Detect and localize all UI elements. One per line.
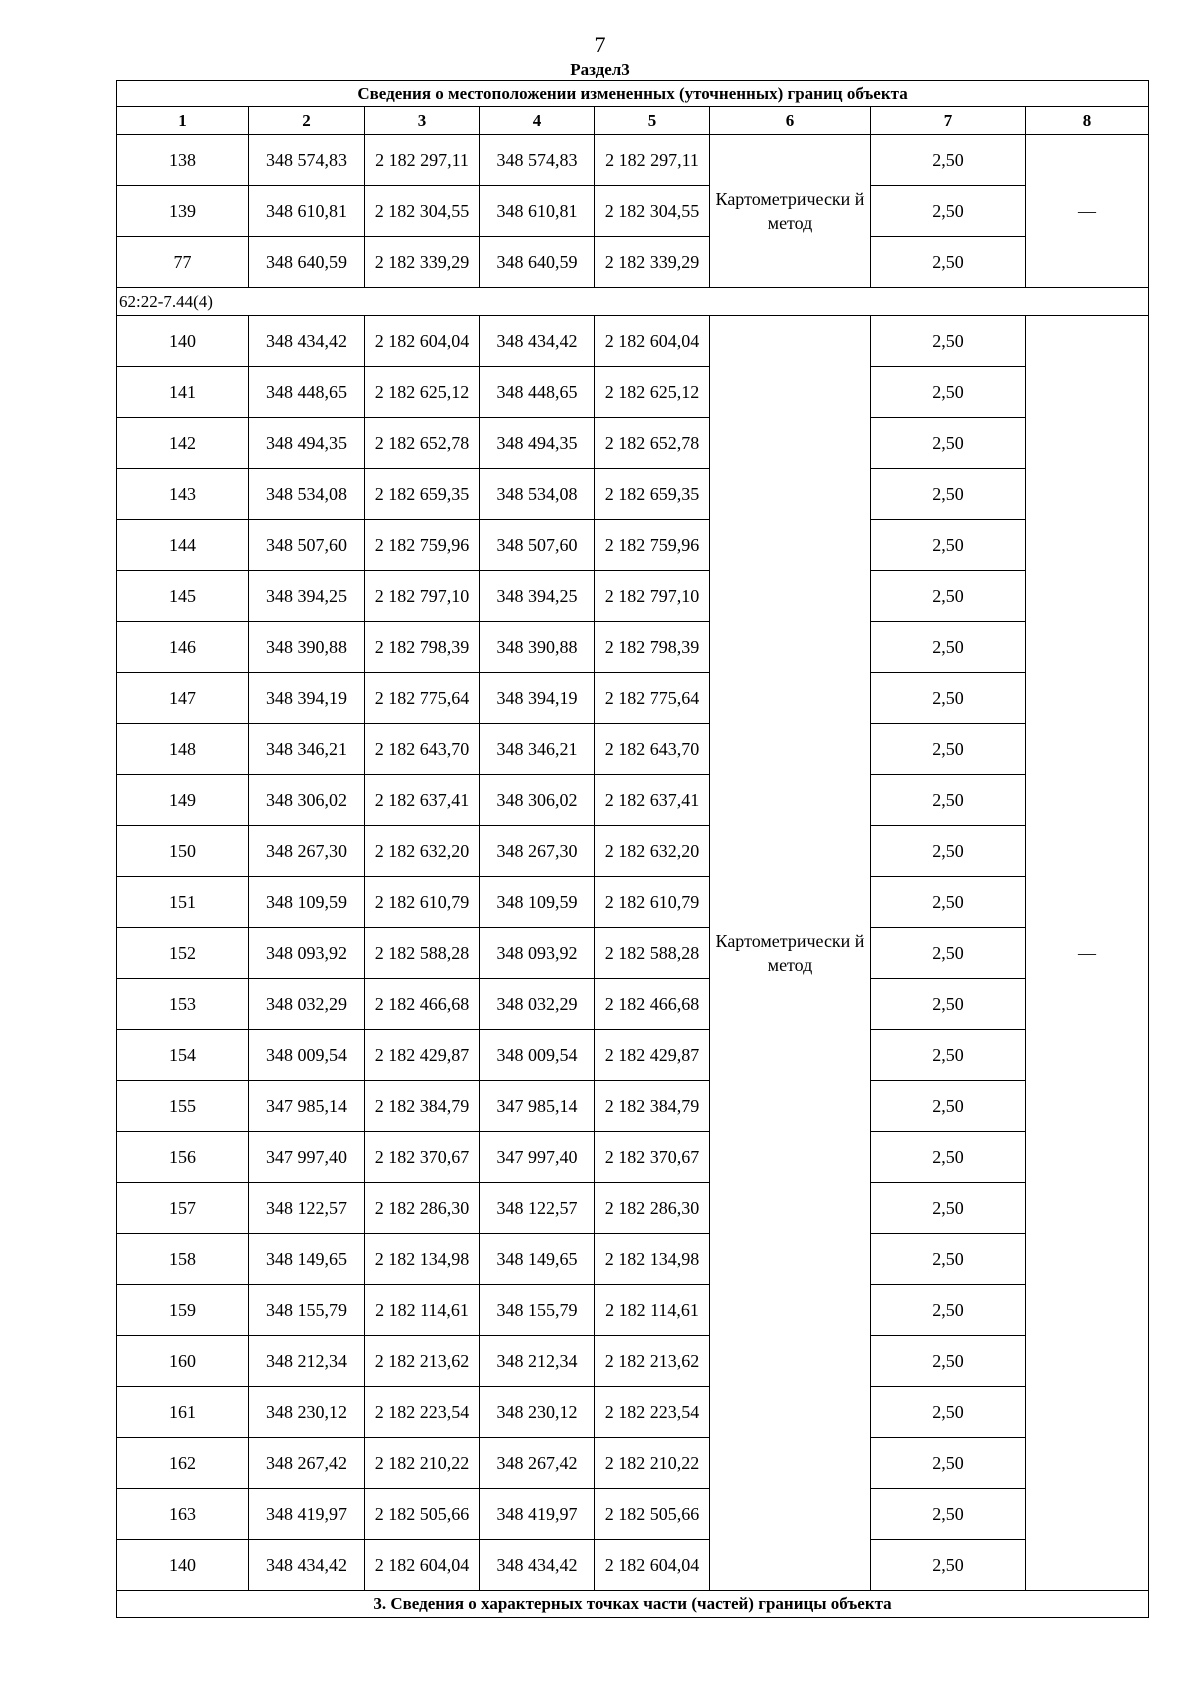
y-new: 2 182 286,30: [595, 1183, 710, 1234]
column-header-row: [117, 107, 1149, 135]
precision-value: 2,50: [871, 520, 1026, 571]
point-number: 145: [117, 571, 249, 622]
y-new: 2 182 384,79: [595, 1081, 710, 1132]
table-row: [117, 622, 1149, 673]
y-new: 2 182 632,20: [595, 826, 710, 877]
precision-value: 2,50: [871, 1234, 1026, 1285]
y-new: 2 182 466,68: [595, 979, 710, 1030]
y-existing: 2 182 213,62: [365, 1336, 480, 1387]
point-number: 162: [117, 1438, 249, 1489]
y-existing: 2 182 339,29: [365, 237, 480, 288]
x-new: 348 346,21: [480, 724, 595, 775]
x-new: 348 149,65: [480, 1234, 595, 1285]
y-existing: 2 182 604,04: [365, 316, 480, 367]
column-header: 7: [871, 107, 1026, 135]
x-new: 348 507,60: [480, 520, 595, 571]
y-new: 2 182 370,67: [595, 1132, 710, 1183]
point-number: 160: [117, 1336, 249, 1387]
table-row: [117, 1030, 1149, 1081]
x-new: 348 032,29: [480, 979, 595, 1030]
table-row: [117, 237, 1149, 288]
x-new: 348 640,59: [480, 237, 595, 288]
point-number: 149: [117, 775, 249, 826]
table-caption: Сведения о местоположении измененных (уточненных) границ объекта: [117, 81, 1149, 107]
x-new: 348 155,79: [480, 1285, 595, 1336]
y-existing: 2 182 370,67: [365, 1132, 480, 1183]
x-existing: 348 507,60: [249, 520, 365, 571]
table-row: [117, 877, 1149, 928]
point-number: 158: [117, 1234, 249, 1285]
point-number: 152: [117, 928, 249, 979]
y-existing: 2 182 637,41: [365, 775, 480, 826]
x-existing: 348 434,42: [249, 316, 365, 367]
x-new: 348 306,02: [480, 775, 595, 826]
y-existing: 2 182 610,79: [365, 877, 480, 928]
y-existing: 2 182 659,35: [365, 469, 480, 520]
table-row: [117, 979, 1149, 1030]
parcel-row: [117, 288, 1149, 316]
footer-row: [117, 1591, 1149, 1618]
point-number: 163: [117, 1489, 249, 1540]
x-existing: 348 306,02: [249, 775, 365, 826]
x-existing: 348 032,29: [249, 979, 365, 1030]
precision-value: 2,50: [871, 1336, 1026, 1387]
point-number: 143: [117, 469, 249, 520]
y-new: 2 182 759,96: [595, 520, 710, 571]
y-new: 2 182 604,04: [595, 1540, 710, 1591]
x-existing: 347 997,40: [249, 1132, 365, 1183]
point-number: 141: [117, 367, 249, 418]
y-existing: 2 182 652,78: [365, 418, 480, 469]
column-header: 2: [249, 107, 365, 135]
y-existing: 2 182 798,39: [365, 622, 480, 673]
x-new: 348 394,19: [480, 673, 595, 724]
x-new: 348 109,59: [480, 877, 595, 928]
precision-value: 2,50: [871, 571, 1026, 622]
x-existing: 348 394,19: [249, 673, 365, 724]
table-row: [117, 928, 1149, 979]
y-new: 2 182 604,04: [595, 316, 710, 367]
y-new: 2 182 637,41: [595, 775, 710, 826]
table-row: [117, 367, 1149, 418]
x-new: 348 267,42: [480, 1438, 595, 1489]
x-new: 348 610,81: [480, 186, 595, 237]
point-number: 153: [117, 979, 249, 1030]
x-existing: 348 394,25: [249, 571, 365, 622]
x-existing: 348 109,59: [249, 877, 365, 928]
y-existing: 2 182 505,66: [365, 1489, 480, 1540]
x-new: 348 448,65: [480, 367, 595, 418]
y-existing: 2 182 134,98: [365, 1234, 480, 1285]
x-new: 348 434,42: [480, 316, 595, 367]
y-existing: 2 182 304,55: [365, 186, 480, 237]
precision-value: 2,50: [871, 1489, 1026, 1540]
point-number: 148: [117, 724, 249, 775]
point-number: 142: [117, 418, 249, 469]
precision-value: 2,50: [871, 1183, 1026, 1234]
x-new: 348 390,88: [480, 622, 595, 673]
parcel-label: 62:22-7.44(4): [117, 288, 1149, 316]
precision-value: 2,50: [871, 928, 1026, 979]
point-number: 140: [117, 1540, 249, 1591]
point-number: 150: [117, 826, 249, 877]
y-new: 2 182 652,78: [595, 418, 710, 469]
x-existing: 348 346,21: [249, 724, 365, 775]
table-row: [117, 316, 1149, 367]
table-row: [117, 673, 1149, 724]
x-existing: 348 419,97: [249, 1489, 365, 1540]
point-number: 140: [117, 316, 249, 367]
y-new: 2 182 659,35: [595, 469, 710, 520]
y-existing: 2 182 384,79: [365, 1081, 480, 1132]
y-new: 2 182 643,70: [595, 724, 710, 775]
y-new: 2 182 797,10: [595, 571, 710, 622]
table-row: [117, 1183, 1149, 1234]
column-header: 5: [595, 107, 710, 135]
y-new: 2 182 210,22: [595, 1438, 710, 1489]
precision-value: 2,50: [871, 979, 1026, 1030]
table-row: [117, 1081, 1149, 1132]
x-existing: 348 122,57: [249, 1183, 365, 1234]
x-existing: 348 390,88: [249, 622, 365, 673]
precision-value: 2,50: [871, 1132, 1026, 1183]
section-title: Раздел3: [570, 60, 630, 79]
x-existing: 348 574,83: [249, 135, 365, 186]
column-header: 4: [480, 107, 595, 135]
point-number: 157: [117, 1183, 249, 1234]
method-cell: Картометрически й метод: [710, 316, 871, 1591]
y-new: 2 182 339,29: [595, 237, 710, 288]
y-existing: 2 182 643,70: [365, 724, 480, 775]
page-number: 7: [594, 32, 606, 57]
x-new: 348 009,54: [480, 1030, 595, 1081]
x-existing: 348 230,12: [249, 1387, 365, 1438]
y-existing: 2 182 775,64: [365, 673, 480, 724]
precision-value: 2,50: [871, 775, 1026, 826]
point-number: 138: [117, 135, 249, 186]
table-row: [117, 1387, 1149, 1438]
precision-value: 2,50: [871, 1285, 1026, 1336]
y-existing: 2 182 286,30: [365, 1183, 480, 1234]
x-existing: 348 494,35: [249, 418, 365, 469]
note-cell: —: [1026, 316, 1149, 1591]
table-row: [117, 520, 1149, 571]
precision-value: 2,50: [871, 826, 1026, 877]
table-row: [117, 571, 1149, 622]
y-new: 2 182 297,11: [595, 135, 710, 186]
point-number: 77: [117, 237, 249, 288]
x-existing: 348 267,42: [249, 1438, 365, 1489]
precision-value: 2,50: [871, 877, 1026, 928]
x-new: 348 267,30: [480, 826, 595, 877]
y-new: 2 182 588,28: [595, 928, 710, 979]
column-header: 3: [365, 107, 480, 135]
y-new: 2 182 304,55: [595, 186, 710, 237]
table-row: [117, 1234, 1149, 1285]
table-row: [117, 469, 1149, 520]
x-new: 348 574,83: [480, 135, 595, 186]
table-row: [117, 135, 1149, 186]
x-existing: 347 985,14: [249, 1081, 365, 1132]
x-new: 348 494,35: [480, 418, 595, 469]
table-row: [117, 418, 1149, 469]
column-header: 1: [117, 107, 249, 135]
point-number: 147: [117, 673, 249, 724]
precision-value: 2,50: [871, 135, 1026, 186]
x-existing: 348 093,92: [249, 928, 365, 979]
y-new: 2 182 625,12: [595, 367, 710, 418]
precision-value: 2,50: [871, 724, 1026, 775]
y-existing: 2 182 797,10: [365, 571, 480, 622]
point-number: 156: [117, 1132, 249, 1183]
precision-value: 2,50: [871, 316, 1026, 367]
precision-value: 2,50: [871, 237, 1026, 288]
x-existing: 348 434,42: [249, 1540, 365, 1591]
precision-value: 2,50: [871, 1540, 1026, 1591]
x-existing: 348 640,59: [249, 237, 365, 288]
x-existing: 348 212,34: [249, 1336, 365, 1387]
table-row: [117, 1489, 1149, 1540]
point-number: 151: [117, 877, 249, 928]
method-cell: Картометрически й метод: [710, 135, 871, 288]
table-row: [117, 1336, 1149, 1387]
y-existing: 2 182 297,11: [365, 135, 480, 186]
x-new: 348 419,97: [480, 1489, 595, 1540]
table-row: [117, 1132, 1149, 1183]
precision-value: 2,50: [871, 367, 1026, 418]
y-new: 2 182 798,39: [595, 622, 710, 673]
y-existing: 2 182 588,28: [365, 928, 480, 979]
point-number: 154: [117, 1030, 249, 1081]
x-new: 347 985,14: [480, 1081, 595, 1132]
point-number: 139: [117, 186, 249, 237]
table-row: [117, 1540, 1149, 1591]
x-new: 348 230,12: [480, 1387, 595, 1438]
column-header: 8: [1026, 107, 1149, 135]
y-new: 2 182 610,79: [595, 877, 710, 928]
x-existing: 348 610,81: [249, 186, 365, 237]
x-new: 348 122,57: [480, 1183, 595, 1234]
note-cell: —: [1026, 135, 1149, 288]
y-new: 2 182 775,64: [595, 673, 710, 724]
boundary-table: [116, 80, 1149, 1618]
precision-value: 2,50: [871, 1030, 1026, 1081]
x-new: 348 394,25: [480, 571, 595, 622]
x-existing: 348 267,30: [249, 826, 365, 877]
y-existing: 2 182 223,54: [365, 1387, 480, 1438]
x-new: 348 212,34: [480, 1336, 595, 1387]
y-new: 2 182 429,87: [595, 1030, 710, 1081]
point-number: 161: [117, 1387, 249, 1438]
y-new: 2 182 223,54: [595, 1387, 710, 1438]
y-existing: 2 182 604,04: [365, 1540, 480, 1591]
precision-value: 2,50: [871, 1081, 1026, 1132]
table-row: [117, 1285, 1149, 1336]
y-new: 2 182 505,66: [595, 1489, 710, 1540]
y-existing: 2 182 466,68: [365, 979, 480, 1030]
table-caption-row: [117, 81, 1149, 107]
table-row: [117, 826, 1149, 877]
y-existing: 2 182 759,96: [365, 520, 480, 571]
table-row: [117, 186, 1149, 237]
x-existing: 348 009,54: [249, 1030, 365, 1081]
y-new: 2 182 213,62: [595, 1336, 710, 1387]
x-existing: 348 149,65: [249, 1234, 365, 1285]
table-row: [117, 775, 1149, 826]
precision-value: 2,50: [871, 469, 1026, 520]
y-new: 2 182 114,61: [595, 1285, 710, 1336]
table-row: [117, 724, 1149, 775]
precision-value: 2,50: [871, 622, 1026, 673]
point-number: 144: [117, 520, 249, 571]
precision-value: 2,50: [871, 186, 1026, 237]
y-existing: 2 182 210,22: [365, 1438, 480, 1489]
point-number: 146: [117, 622, 249, 673]
table-row: [117, 1438, 1149, 1489]
y-existing: 2 182 625,12: [365, 367, 480, 418]
column-header: 6: [710, 107, 871, 135]
precision-value: 2,50: [871, 418, 1026, 469]
x-new: 348 434,42: [480, 1540, 595, 1591]
x-new: 347 997,40: [480, 1132, 595, 1183]
y-existing: 2 182 114,61: [365, 1285, 480, 1336]
x-new: 348 093,92: [480, 928, 595, 979]
x-new: 348 534,08: [480, 469, 595, 520]
precision-value: 2,50: [871, 1438, 1026, 1489]
precision-value: 2,50: [871, 1387, 1026, 1438]
y-existing: 2 182 632,20: [365, 826, 480, 877]
x-existing: 348 534,08: [249, 469, 365, 520]
footer-caption: 3. Сведения о характерных точках части (частей) границы объекта: [117, 1591, 1149, 1618]
point-number: 155: [117, 1081, 249, 1132]
x-existing: 348 448,65: [249, 367, 365, 418]
y-existing: 2 182 429,87: [365, 1030, 480, 1081]
precision-value: 2,50: [871, 673, 1026, 724]
x-existing: 348 155,79: [249, 1285, 365, 1336]
point-number: 159: [117, 1285, 249, 1336]
y-new: 2 182 134,98: [595, 1234, 710, 1285]
